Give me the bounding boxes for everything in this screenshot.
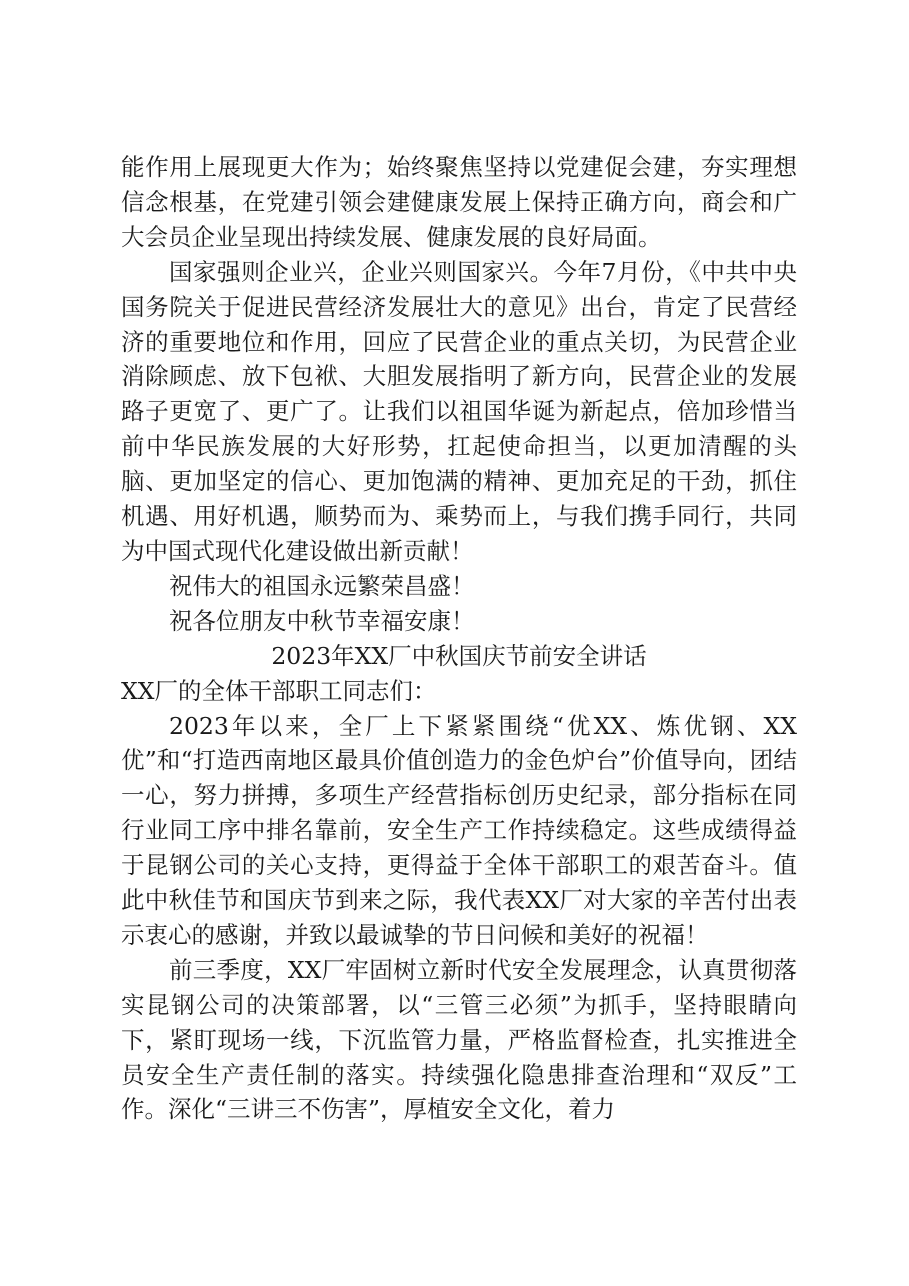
paragraph-private-economy: 国家强则企业兴，企业兴则国家兴。今年7月份，《中共中央国务院关于促进民营经济发展壮大的意见》出台，肯定了民营经济的重要地位和作用，回应了民营企业的重点关切，为民营企业消除顾虑、放下包袱、大胆发展指明了新方向，民营企业的发展路子更宽了、更广了。让我们以祖国华诞为新起点，倍加珍惜当前中华民族发展的大好形势，扛起使命担当，以更加清醒的头脑、更加坚定的信心、更加饱满的精神、更加充足的干劲，抓住机遇、用好机遇，顺势而为、乘势而上，与我们携手同行，共同为中国式现代化建设做出新贡献！ bbox=[121, 257, 797, 565]
speech-salutation: XX厂的全体干部职工同志们： bbox=[121, 676, 437, 705]
paragraph-continuation: 能作用上展现更大作为；始终聚焦坚持以党建促会建，夯实理想信念根基，在党建引领会建健康发展上保持正确方向，商会和广大会员企业呈现出持续发展、健康发展的良好局面。 bbox=[121, 153, 797, 251]
document-body bbox=[121, 150, 797, 1127]
paragraph-safety-work: 前三季度，XX厂牢固树立新时代安全发展理念，认真贯彻落实昆钢公司的决策部署，以“三管三必须”为抓手，坚持眼睛向下，紧盯现场一线，下沉监管力量，严格监督检查，扎实推进全员安全生产责任制的落实。持续强化隐患排查治理和“双反”工作。深化“三讲三不伤害”，厚植安全文化，着力 bbox=[121, 955, 797, 1124]
paragraph-wish-motherland: 祝伟大的祖国永远繁荣昌盛！ bbox=[169, 571, 475, 600]
speech-title: 2023年XX厂中秋国庆节前安全讲话 bbox=[271, 641, 647, 670]
paragraph-wish-friends: 祝各位朋友中秋节幸福安康！ bbox=[169, 606, 475, 635]
paragraph-achievements: 2023年以来，全厂上下紧紧围绕“优XX、炼优钢、XX优”和“打造西南地区最具价值创造力的金色炉台”价值导向，团结一心，努力拼搏，多项生产经营指标创历史纪录，部分指标在同行业同工序中排名靠前，安全生产工作持续稳定。这些成绩得益于昆钢公司的关心支持，更得益于全体干部职工的艰苦奋斗。值此中秋佳节和国庆节到来之际，我代表XX厂对大家的辛苦付出表示衷心的感谢，并致以最诚挚的节日问候和美好的祝福！ bbox=[121, 711, 797, 949]
